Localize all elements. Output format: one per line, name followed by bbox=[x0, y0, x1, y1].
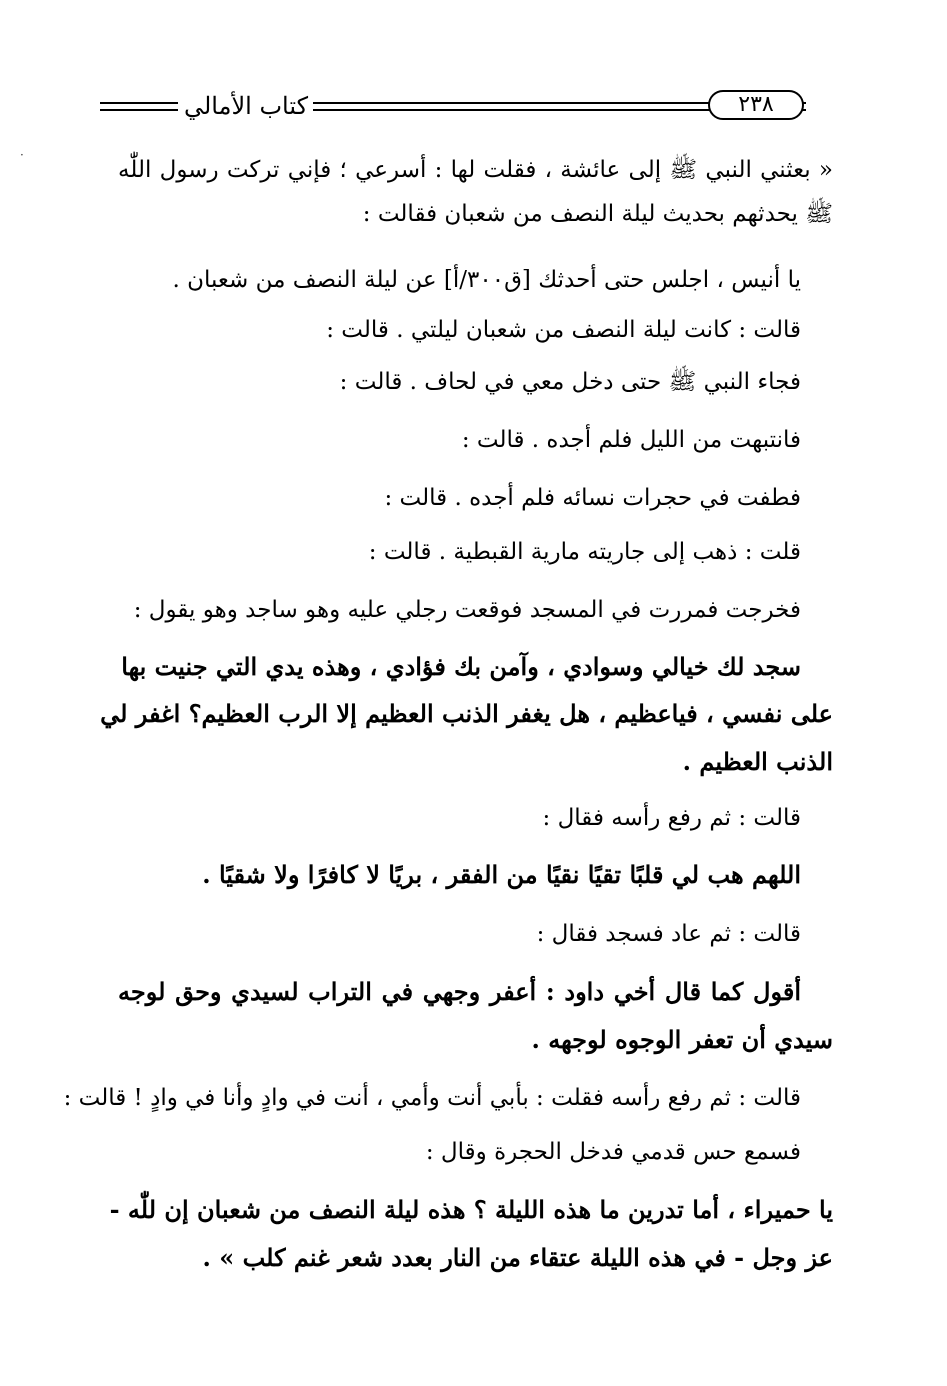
prayer-text-line: سيدي أن تعفر الوجوه لوجهه . bbox=[531, 1025, 833, 1054]
header-rule-left bbox=[100, 102, 178, 111]
text-line: قالت : كانت ليلة النصف من شعبان ليلتي . قالت : bbox=[326, 317, 801, 343]
text-line: قالت : ثم رفع رأسه فقلت : بأبي أنت وأمي ، أنت في وادٍ وأنا في وادٍ ! قالت : bbox=[63, 1085, 801, 1111]
prayer-text-line: عز وجل - في هذه الليلة عتقاء من النار بعدد شعر غنم كلب » . bbox=[202, 1243, 833, 1272]
text-line: قلت : ذهب إلى جاريته مارية القبطية . قالت : bbox=[368, 539, 801, 565]
prayer-text-line: أقول كما قال أخي داود : أعفر وجهي في التراب لسيدي وحق لوجه bbox=[118, 977, 801, 1006]
page-number: ٢٣٨ bbox=[708, 90, 804, 120]
text-line: قالت : ثم عاد فسجد فقال : bbox=[536, 921, 801, 947]
prayer-text-line: الذنب العظيم . bbox=[682, 747, 833, 776]
prayer-text-line: اللهم هب لي قلبًا تقيًا نقيًا من الفقر ، بريًا لا كافرًا ولا شقيًا . bbox=[202, 860, 801, 889]
text-line: قالت : ثم رفع رأسه فقال : bbox=[542, 805, 801, 831]
text-line: ﷺ يحدثهم بحديث ليلة النصف من شعبان فقالت : bbox=[362, 201, 833, 227]
prayer-text-line: على نفسي ، فياعظيم ، هل يغفر الذنب العظيم إلا الرب العظيم؟ اغفر لي bbox=[100, 699, 833, 728]
text-line: فجاء النبي ﷺ حتى دخل معي في لحاف . قالت : bbox=[339, 369, 801, 395]
prayer-text-line: يا حميراء ، أما تدرين ما هذه الليلة ؟ هذه ليلة النصف من شعبان إن للّٰه - bbox=[109, 1195, 833, 1224]
page-header bbox=[100, 88, 833, 128]
text-line: فسمع حس قدمي فدخل الحجرة وقال : bbox=[425, 1139, 801, 1165]
text-line: فطفت في حجرات نسائه فلم أجده . قالت : bbox=[384, 485, 801, 511]
prayer-text-line: سجد لك خيالي وسوادي ، وآمن بك فؤادي ، وهذه يدي التي جنيت بها bbox=[121, 652, 801, 681]
text-line: فانتبهت من الليل فلم أجده . قالت : bbox=[461, 427, 801, 453]
text-line: فخرجت فمررت في المسجد فوقعت رجلي عليه وهو ساجد وهو يقول : bbox=[133, 597, 801, 623]
text-line: « بعثني النبي ﷺ إلى عائشة ، فقلت لها : أسرعي ؛ فإني تركت رسول اللّٰه bbox=[118, 157, 833, 183]
text-line: يا أنيس ، اجلس حتى أحدثك [ق٣٠٠/أ] عن ليلة النصف من شعبان . bbox=[172, 267, 801, 293]
scan-speck: · bbox=[20, 148, 24, 162]
running-title: كتاب الأمالي bbox=[183, 92, 309, 120]
